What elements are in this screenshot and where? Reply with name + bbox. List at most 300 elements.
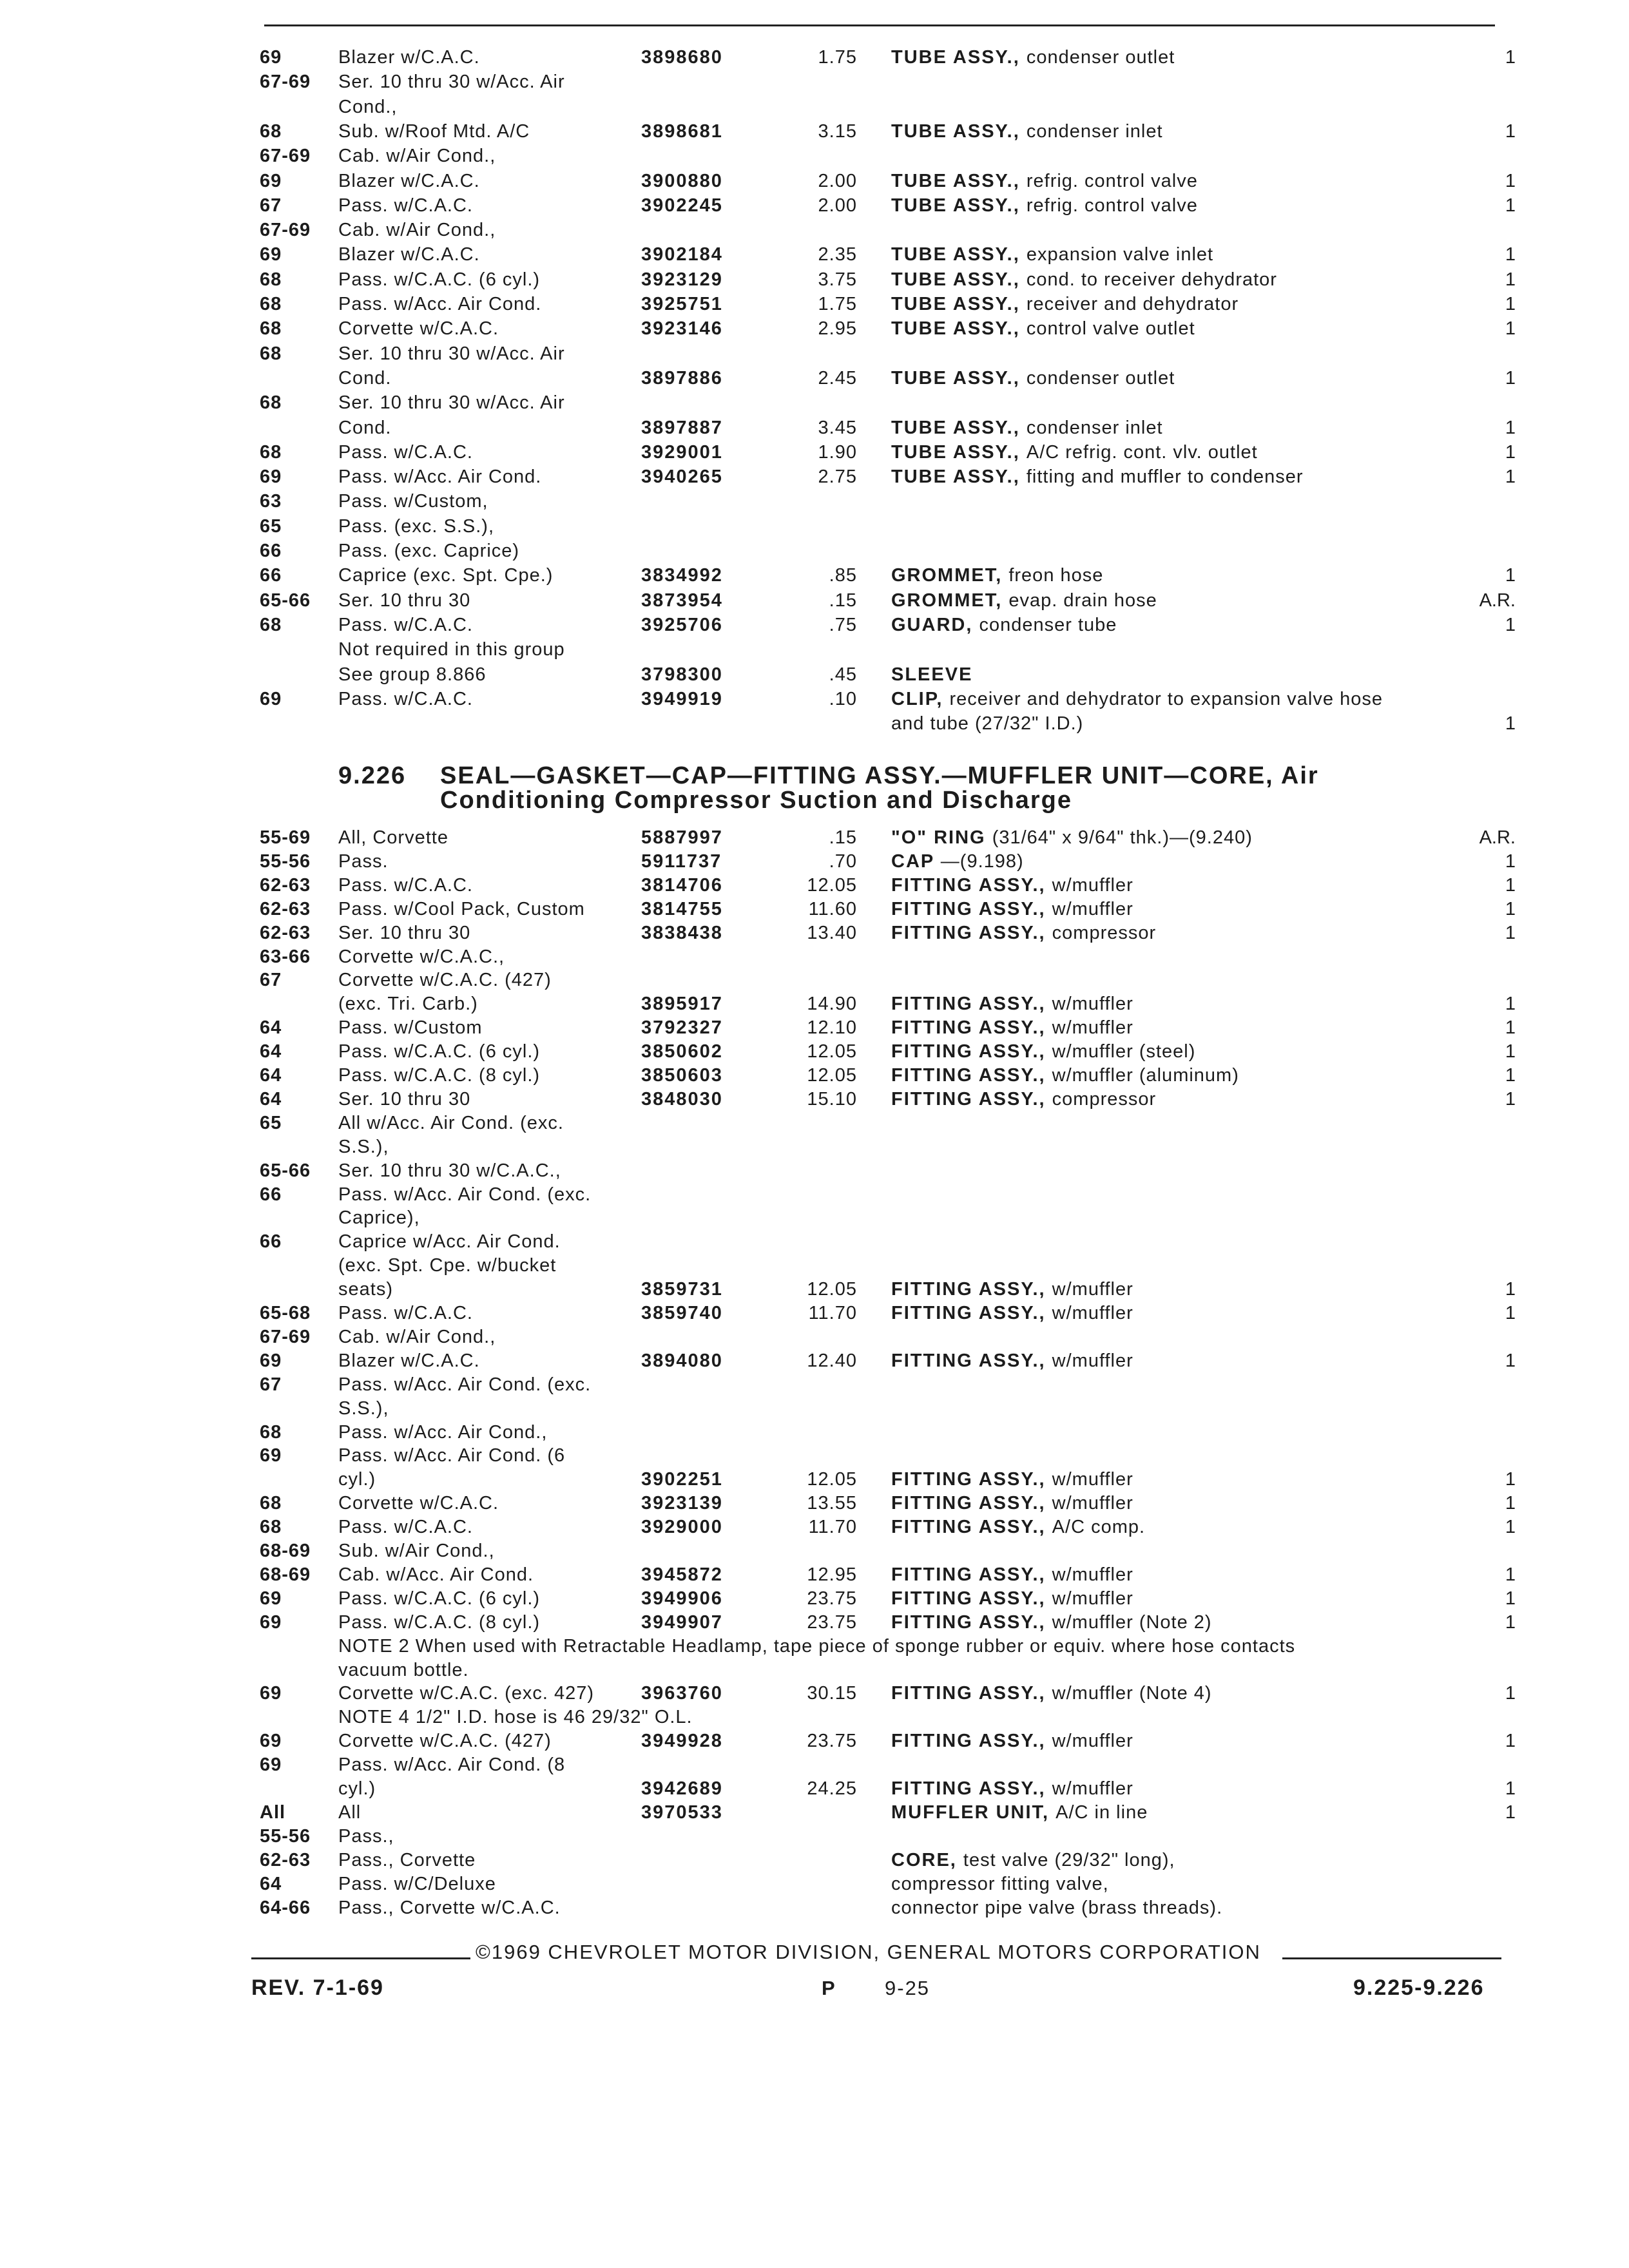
footer-rule-right [1282,1957,1501,1959]
table-row [0,1753,1629,1777]
part-name-cell: FITTING ASSY., [891,1350,1046,1371]
model-cell: Ser. 10 thru 30 [338,1088,471,1110]
price-cell: 2.00 [818,170,857,191]
table-row [0,1610,1629,1635]
part-number-cell: 3923139 [641,1493,723,1514]
part-name-cell: TUBE ASSY., [891,244,1020,265]
model-cell: (exc. Spt. Cpe. w/bucket [338,1255,557,1276]
part-number-cell: 3929000 [641,1517,723,1538]
quantity-cell: 1 [1505,1517,1516,1538]
part-entry [891,316,1195,341]
part-entry [891,465,1304,489]
year-cell: 64 [260,1088,282,1110]
part-name-cell: TUBE ASSY., [891,195,1020,216]
part-name-cell: TUBE ASSY., [891,417,1020,438]
part-name-cell: TUBE ASSY., [891,294,1020,314]
part-name-cell: TUBE ASSY., [891,47,1020,68]
description-cell: w/muffler (steel) [1052,1041,1196,1062]
note-cell: NOTE 2 When used with Retractable Headlamp, tape piece of sponge rubber or equiv. where hose contacts [338,1635,1296,1657]
table-row [0,1087,1629,1111]
table-row [0,341,1629,366]
table-row [0,292,1629,316]
model-cell: Cab. w/Acc. Air Cond. [338,1564,534,1585]
quantity-cell: 1 [1505,1017,1516,1039]
price-cell: 2.75 [818,466,857,488]
model-cell: Blazer w/C.A.C. [338,244,480,265]
price-cell: 11.70 [808,1517,857,1538]
table-row [0,218,1629,242]
description-cell: refrig. control valve [1026,195,1198,216]
part-number-cell: 3970533 [641,1802,723,1823]
year-cell: 69 [260,1445,282,1466]
quantity-cell: 1 [1505,1088,1516,1110]
group-range: 9.225-9.226 [1353,1975,1485,2000]
part-entry [891,1349,1133,1373]
description-cell: w/muffler [1052,874,1133,896]
part-entry [891,873,1133,898]
part-name-cell: "O" RING [891,827,986,848]
year-cell: 69 [260,1611,282,1633]
part-name-cell: CORE, [891,1849,957,1870]
part-entry [891,992,1133,1016]
year-cell: 67-69 [260,1326,311,1347]
quantity-cell: 1 [1505,120,1516,142]
part-name-cell: FITTING ASSY., [891,1279,1046,1300]
model-cell: See group 8.866 [338,664,487,685]
model-cell: Pass. (exc. Caprice) [338,541,520,561]
price-cell: .15 [829,590,857,611]
quantity-cell: 1 [1505,1279,1516,1300]
model-cell: Cond. [338,417,392,438]
part-number-cell: 5887997 [641,827,723,848]
year-cell: 68 [260,1421,282,1443]
price-cell: 12.05 [807,1279,857,1300]
model-cell: Pass. w/Custom [338,1017,483,1039]
part-name-cell: FITTING ASSY., [891,1469,1046,1490]
model-cell: Ser. 10 thru 30 [338,590,471,611]
quantity-cell: 1 [1505,1802,1516,1823]
model-cell: All w/Acc. Air Cond. (exc. [338,1112,564,1133]
year-cell: All [260,1802,286,1823]
model-cell: Sub. w/Roof Mtd. A/C [338,120,530,142]
price-cell: 13.55 [807,1493,857,1514]
model-cell: Pass. w/Acc. Air Cond. (8 [338,1754,566,1776]
description-cell: refrig. control valve [1026,170,1198,191]
part-entry [891,588,1157,613]
table-row [0,825,1629,850]
table-row [0,613,1629,637]
part-number-cell: 3897887 [641,417,723,438]
part-entry [891,292,1239,316]
table-row [0,169,1629,193]
table-row [0,1015,1629,1040]
part-name-cell: TUBE ASSY., [891,466,1020,488]
year-cell: 69 [260,688,282,709]
table-row [0,662,1629,687]
model-cell: Cab. w/Air Cond., [338,220,496,241]
table-row [0,1634,1629,1658]
year-cell: 68 [260,614,282,635]
table-row [0,921,1629,945]
model-cell: Pass. w/Cool Pack, Custom [338,898,585,919]
quantity-cell: 1 [1505,1778,1516,1799]
quantity-cell: 1 [1505,170,1516,191]
year-cell: 66 [260,1231,282,1253]
price-cell: 12.05 [807,874,857,896]
table-row [0,1325,1629,1349]
part-number-cell: 3897886 [641,367,723,389]
quantity-cell: 1 [1505,417,1516,438]
description-cell: w/muffler [1052,1731,1133,1752]
year-cell: 68-69 [260,1541,311,1561]
price-cell: 3.15 [818,120,857,142]
part-name-cell: CLIP, [891,688,943,709]
part-number-cell: 3850602 [641,1041,723,1062]
table-row [0,1135,1629,1159]
footer-rule-left [251,1957,470,1959]
model-cell: Pass. w/Acc. Air Cond., [338,1421,548,1443]
price-cell: 1.75 [818,47,857,68]
table-row [0,588,1629,613]
price-cell: 2.35 [818,244,857,265]
model-cell: Corvette w/C.A.C. [338,1493,499,1514]
table-row [0,1443,1629,1468]
model-cell: Caprice (exc. Spt. Cpe.) [338,565,554,586]
price-cell: 24.25 [807,1778,857,1799]
part-name-cell: FITTING ASSY., [891,874,1046,896]
table-row [0,637,1629,662]
price-cell: 3.75 [818,269,857,290]
part-entry [891,416,1163,440]
part-entry [891,1277,1133,1302]
model-cell: Pass., Corvette w/C.A.C. [338,1897,561,1918]
model-cell: (exc. Tri. Carb.) [338,994,478,1015]
quantity-cell: 1 [1505,195,1516,216]
quantity-cell: 1 [1505,922,1516,943]
quantity-cell: 1 [1505,874,1516,896]
price-cell: 13.40 [807,922,857,943]
price-cell: .85 [829,565,857,586]
table-row [0,95,1629,119]
part-number-cell: 3940265 [641,466,723,488]
description-cell: w/muffler [1052,1778,1133,1799]
part-name-cell: FITTING ASSY., [891,1088,1046,1110]
table-row [0,539,1629,563]
part-number-cell: 3925706 [641,614,723,635]
year-cell: 62-63 [260,1849,311,1870]
part-number-cell: 3900880 [641,170,723,191]
table-row [0,687,1629,711]
part-entry [891,169,1198,193]
part-number-cell: 3873954 [641,590,723,611]
part-number-cell: 3929001 [641,441,723,463]
price-cell: .10 [829,688,857,709]
page-letter: P [822,1977,836,1999]
table-row [0,1872,1629,1896]
year-cell: 69 [260,244,282,265]
model-cell: Pass. w/Acc. Air Cond. [338,294,542,314]
year-cell: 64 [260,1017,282,1039]
quantity-cell: 1 [1505,994,1516,1015]
model-cell: Pass. w/C.A.C. [338,195,473,216]
copyright-line: ©1969 CHEVROLET MOTOR DIVISION, GENERAL MOTORS CORPORATION [476,1941,1261,1963]
description-cell: condenser outlet [1026,367,1175,389]
description-cell: condenser outlet [1026,47,1175,68]
price-cell: 11.60 [808,898,857,919]
part-number-cell: 3850603 [641,1065,723,1086]
part-number-cell: 3945872 [641,1564,723,1585]
part-name-cell: FITTING ASSY., [891,922,1046,943]
model-cell: Pass. w/Acc. Air Cond. (exc. [338,1374,592,1395]
model-cell: Pass. w/C.A.C. (8 cyl.) [338,1611,541,1633]
description-cell: compressor [1052,1088,1157,1110]
model-cell: Blazer w/C.A.C. [338,1350,480,1371]
year-cell: 66 [260,1184,282,1205]
model-cell: Pass. [338,850,389,872]
model-cell: Ser. 10 thru 30 w/Acc. Air [338,343,565,364]
part-name-cell: FITTING ASSY., [891,1778,1046,1799]
quantity-cell: 1 [1505,294,1516,314]
year-cell: 64-66 [260,1897,311,1918]
part-entry [891,1015,1133,1040]
year-cell: 65-68 [260,1303,311,1323]
model-cell: Corvette w/C.A.C. (exc. 427) [338,1683,595,1704]
part-number-cell: 3902251 [641,1469,723,1490]
year-cell: 62-63 [260,898,311,919]
model-cell: Pass. w/C.A.C. [338,1303,473,1323]
table-row [0,1800,1629,1825]
table-row [0,1111,1629,1135]
year-cell: 68 [260,1517,282,1538]
model-cell: S.S.), [338,1398,389,1419]
part-entry [891,613,1117,637]
quantity-cell: 1 [1505,318,1516,340]
part-entry [891,897,1133,921]
part-entry [891,193,1198,218]
table-row [0,465,1629,489]
part-name-cell: FITTING ASSY., [891,1611,1046,1633]
price-cell: 23.75 [807,1588,857,1609]
table-row [0,1206,1629,1230]
model-cell: Pass. w/Custom, [338,491,488,512]
part-number-cell: 3963760 [641,1683,723,1704]
part-name-cell: MUFFLER UNIT, [891,1802,1050,1823]
description-cell: w/muffler (aluminum) [1052,1065,1239,1086]
quantity-cell: 1 [1505,1065,1516,1086]
description-cell: w/muffler [1052,1303,1133,1323]
year-cell: 66 [260,541,282,561]
table-row [0,1229,1629,1254]
year-cell: 67-69 [260,72,311,93]
part-name-cell: GROMMET, [891,565,1003,586]
quantity-cell: 1 [1505,713,1516,735]
part-name-cell: GROMMET, [891,590,1003,611]
price-cell: .75 [829,614,857,635]
part-number-cell: 3925751 [641,294,723,314]
description-cell: expansion valve inlet [1026,244,1214,265]
table-row [0,1586,1629,1611]
quantity-cell: A.R. [1479,590,1516,611]
table-row [0,70,1629,94]
part-number-cell: 3949906 [641,1588,723,1609]
model-cell: Sub. w/Air Cond., [338,1541,495,1561]
year-cell: 68 [260,392,282,414]
description-cell: compressor [1052,922,1157,943]
part-number-cell: 3859731 [641,1279,723,1300]
description-cell: —(9.198) [940,850,1024,872]
table-row [0,366,1629,390]
part-name-cell: TUBE ASSY., [891,269,1020,290]
table-row [0,1848,1629,1872]
price-cell: .45 [829,664,857,685]
description-cell: and tube (27/32" I.D.) [891,713,1084,735]
part-entry [891,366,1175,390]
table-row [0,968,1629,992]
part-name-cell: FITTING ASSY., [891,1517,1046,1538]
quantity-cell: 1 [1505,565,1516,586]
part-name-cell: FITTING ASSY., [891,1303,1046,1323]
part-entry [891,1681,1212,1706]
part-entry [891,1729,1133,1753]
price-cell: 12.05 [807,1065,857,1086]
part-number-cell: 3902245 [641,195,723,216]
description-cell: w/muffler [1052,1588,1133,1609]
part-entry [891,1515,1145,1539]
table-row [0,1158,1629,1183]
model-cell: Cab. w/Air Cond., [338,146,496,167]
part-entry [891,1301,1133,1325]
page-number: 9-25 [885,1977,930,1999]
table-row [0,1515,1629,1539]
model-cell: Pass. w/C.A.C. [338,1517,473,1538]
description-cell: w/muffler [1052,1017,1133,1039]
part-name-cell: TUBE ASSY., [891,441,1020,463]
quantity-cell: 1 [1505,47,1516,68]
model-cell: Pass. w/C.A.C. (8 cyl.) [338,1065,541,1086]
part-entry [891,45,1175,70]
price-cell: 14.90 [807,994,857,1015]
year-cell: 68 [260,120,282,142]
table-row [0,489,1629,514]
table-row [0,992,1629,1016]
quantity-cell: 1 [1505,1564,1516,1585]
quantity-cell: 1 [1505,1611,1516,1633]
part-number-cell: 3949907 [641,1611,723,1633]
table-row [0,119,1629,144]
description-cell: A/C refrig. cont. vlv. outlet [1026,441,1258,463]
description-cell: w/muffler [1052,994,1133,1015]
year-cell: 62-63 [260,922,311,943]
section-number: 9.226 [338,762,407,789]
description-cell: condenser tube [979,614,1117,635]
quantity-cell: 1 [1505,466,1516,488]
model-cell: Blazer w/C.A.C. [338,47,480,68]
model-cell: All, Corvette [338,827,448,848]
description-cell: fitting and muffler to condenser [1026,466,1304,488]
table-row [0,267,1629,292]
part-name-cell: FITTING ASSY., [891,1564,1046,1585]
part-entry [891,1562,1133,1587]
year-cell: 55-69 [260,827,311,848]
table-row [0,514,1629,539]
part-name-cell: FITTING ASSY., [891,898,1046,919]
model-cell: Blazer w/C.A.C. [338,170,480,191]
part-entry [891,267,1277,292]
price-cell: 2.00 [818,195,857,216]
part-name-cell: FITTING ASSY., [891,994,1046,1015]
description-cell: w/muffler [1052,1469,1133,1490]
price-cell: 1.75 [818,294,857,314]
table-row [0,1039,1629,1064]
year-cell: 55-56 [260,1825,311,1847]
table-row [0,1896,1629,1920]
table-row [0,873,1629,898]
year-cell: 69 [260,170,282,191]
part-entry [891,1586,1133,1611]
revision-date: REV. 7-1-69 [251,1975,384,2000]
year-cell: 62-63 [260,874,311,896]
part-entry [891,1039,1195,1064]
part-number-cell: 3949919 [641,688,723,709]
part-entry [891,119,1163,144]
year-cell: 68 [260,441,282,463]
description-cell: A/C in line [1055,1802,1148,1823]
year-cell: 69 [260,466,282,488]
model-cell: Pass. w/Acc. Air Cond. [338,466,542,488]
part-number-cell: 3798300 [641,664,723,685]
price-cell: .15 [829,827,857,848]
part-entry [891,687,1383,711]
section-title-line-2: Conditioning Compressor Suction and Discharge [440,787,1072,814]
description-cell: cond. to receiver dehydrator [1026,269,1277,290]
table-row [0,897,1629,921]
year-cell: 64 [260,1041,282,1062]
quantity-cell: 1 [1505,1683,1516,1704]
part-entry [891,1800,1148,1825]
quantity-cell: 1 [1505,898,1516,919]
part-name-cell: CAP [891,850,934,872]
table-row [0,1420,1629,1445]
description-cell: w/muffler [1052,1350,1133,1371]
model-cell: Pass. w/Acc. Air Cond. (exc. [338,1184,592,1205]
description-cell: w/muffler [1052,1493,1133,1514]
table-row [0,1776,1629,1801]
year-cell: 65 [260,515,282,537]
year-cell: 68 [260,269,282,290]
table-row [0,1824,1629,1849]
table-row [0,1301,1629,1325]
part-number-cell: 3894080 [641,1350,723,1371]
price-cell: 12.05 [807,1469,857,1490]
year-cell: 69 [260,1588,282,1609]
part-name-cell: FITTING ASSY., [891,1017,1046,1039]
table-row [0,1562,1629,1587]
price-cell: 3.45 [818,417,857,438]
quantity-cell: 1 [1505,1731,1516,1752]
table-row [0,416,1629,440]
model-cell: Corvette w/C.A.C. (427) [338,1731,552,1752]
part-number-cell: 3898680 [641,47,723,68]
part-name-cell: FITTING ASSY., [891,1065,1046,1086]
part-entry [891,1063,1239,1088]
price-cell: 30.15 [807,1683,857,1704]
part-name-cell: TUBE ASSY., [891,318,1020,340]
table-row [0,1277,1629,1302]
part-entry [891,849,1024,874]
quantity-cell: 1 [1505,1303,1516,1323]
year-cell: 65-66 [260,590,311,611]
table-row [0,1253,1629,1278]
